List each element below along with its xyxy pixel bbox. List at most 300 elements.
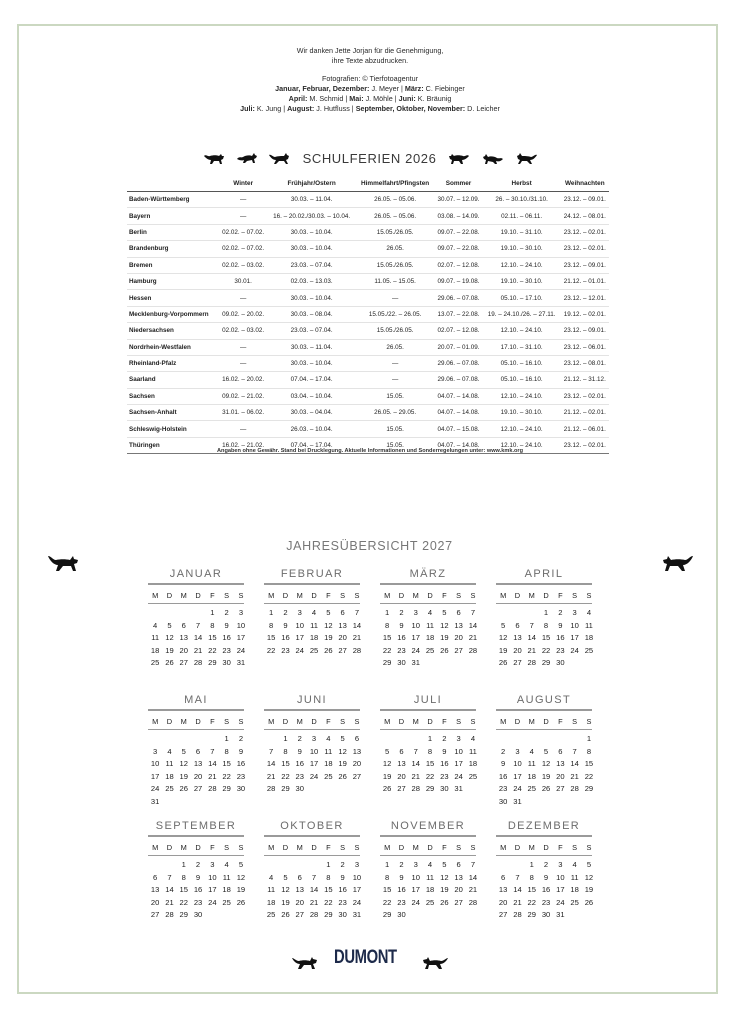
- day-cell: 14: [468, 872, 478, 882]
- day-cell: 18: [222, 885, 231, 895]
- day-cell: 3: [210, 860, 215, 869]
- month-name: DEZEMBER: [496, 820, 592, 837]
- day-cell: 19: [324, 633, 333, 643]
- credits-line-photographers-1: Januar, Februar, Dezember: J. Meyer | März: C. Fiebinger: [275, 84, 465, 93]
- day-cell: 20: [179, 645, 188, 655]
- table-row: [127, 323, 609, 339]
- day-cell: 9: [238, 746, 244, 756]
- day-cell: 2: [543, 860, 549, 869]
- day-cell: 27: [338, 645, 347, 655]
- weekday-label: M: [296, 843, 303, 852]
- day-cell: 27: [397, 784, 406, 794]
- holiday-cell: 23.12. – 02.01.: [561, 224, 609, 240]
- weekday-label: S: [572, 843, 578, 852]
- day-cell: 30: [541, 910, 551, 920]
- state-name-cell: Saarland: [127, 372, 219, 388]
- holiday-cell: 02.02. – 07.02.: [219, 224, 267, 240]
- weekday-header: [264, 843, 360, 856]
- day-cell: 29: [425, 784, 435, 794]
- day-cell: 24: [454, 771, 463, 781]
- day-cell: 22: [222, 771, 231, 781]
- day-cell: 25: [584, 645, 594, 655]
- weekday-label: M: [152, 591, 159, 600]
- weekday-label: D: [282, 843, 289, 852]
- holiday-cell: 07.04. – 17.04.: [267, 437, 356, 453]
- month-calendar: [380, 568, 476, 670]
- weekday-label: M: [296, 717, 303, 726]
- day-cell: 31: [556, 910, 565, 920]
- day-cell: 20: [498, 897, 508, 907]
- day-cell: 9: [442, 746, 447, 756]
- holiday-cell: 24.12. – 08.01.: [561, 208, 609, 224]
- state-name-cell: Bayern: [127, 208, 219, 224]
- day-cell: 5: [238, 860, 244, 869]
- day-cell: 20: [295, 897, 304, 907]
- day-cell: 11: [426, 620, 434, 630]
- holiday-cell: 16.02. – 21.02.: [219, 437, 267, 453]
- day-cell: 31: [513, 796, 522, 806]
- day-cell: 3: [238, 608, 244, 617]
- day-cell: 5: [181, 746, 186, 756]
- holiday-cell: 21.12. – 01.01.: [561, 273, 609, 289]
- day-cell: 14: [266, 759, 276, 769]
- day-cell: 4: [572, 860, 577, 869]
- day-cell: 27: [352, 771, 362, 781]
- state-name-cell: Brandenburg: [127, 241, 219, 257]
- holiday-cell: 19.10. – 30.10.: [483, 273, 561, 289]
- day-cell: 4: [326, 734, 331, 743]
- empty-day-cell: [525, 607, 539, 620]
- state-name-cell: Thüringen: [127, 437, 219, 453]
- holiday-cell: 09.07. – 22.08.: [434, 241, 482, 257]
- day-cell: 7: [195, 620, 201, 630]
- table-row: [127, 388, 609, 404]
- month-name: JANUAR: [148, 568, 244, 585]
- month-calendar: [264, 820, 360, 922]
- holiday-cell: —: [219, 290, 267, 306]
- day-cell: 6: [558, 746, 563, 756]
- day-cell: 30: [222, 658, 231, 668]
- cat-silhouette-icon: [47, 552, 81, 572]
- schulferien-title-row: [0, 149, 739, 169]
- weekday-label: M: [268, 843, 275, 852]
- holiday-cell: 04.07. – 15.08.: [434, 421, 482, 437]
- weekday-label: F: [442, 717, 447, 726]
- empty-day-cell: [148, 607, 162, 620]
- day-cell: 8: [385, 872, 390, 882]
- day-cell: 26: [338, 771, 347, 781]
- table-row: [127, 339, 609, 355]
- day-grid: [380, 733, 476, 796]
- weekday-header: [264, 591, 360, 604]
- day-cell: 15: [584, 759, 594, 769]
- day-cell: 9: [340, 872, 345, 882]
- day-cell: 17: [411, 885, 420, 895]
- weekday-label: M: [412, 717, 419, 726]
- table-row: [127, 405, 609, 421]
- state-name-cell: Niedersachsen: [127, 323, 219, 339]
- day-cell: 8: [586, 746, 592, 756]
- holiday-cell: 15.05./26.05.: [356, 323, 434, 339]
- month-name: AUGUST: [496, 694, 592, 711]
- empty-day-cell: [191, 607, 205, 620]
- weekday-label: S: [572, 717, 578, 726]
- day-cell: 23: [541, 897, 551, 907]
- day-cell: 6: [399, 746, 404, 756]
- day-cell: 9: [224, 620, 229, 630]
- credits-line-2: ihre Texte abzudrucken.: [331, 56, 409, 65]
- day-cell: 1: [586, 734, 592, 743]
- holiday-cell: 05.10. – 17.10.: [483, 290, 561, 306]
- weekday-label: M: [500, 843, 507, 852]
- weekday-label: F: [442, 591, 447, 600]
- day-cell: 11: [165, 759, 174, 769]
- day-cell: 31: [150, 796, 160, 806]
- day-cell: 1: [269, 608, 274, 617]
- holiday-cell: 23.03. – 07.04.: [267, 257, 356, 273]
- day-cell: 6: [153, 872, 158, 882]
- day-cell: 12: [179, 759, 188, 769]
- empty-day-cell: [148, 859, 162, 872]
- column-header: Herbst: [483, 176, 561, 192]
- day-cell: 13: [352, 746, 362, 756]
- weekday-label: F: [326, 591, 331, 600]
- day-cell: 23: [236, 771, 246, 781]
- day-cell: 15: [281, 759, 290, 769]
- weekday-header: [148, 843, 244, 856]
- holiday-cell: 21.12. – 02.01.: [561, 405, 609, 421]
- weekday-label: M: [268, 717, 275, 726]
- credits-line-photographers-3: Juli: K. Jung | August: J. Hutfluss | September, Oktober, November: D. Leicher: [240, 104, 500, 113]
- day-cell: 14: [411, 759, 420, 769]
- weekday-label: M: [296, 591, 303, 600]
- column-header: [127, 176, 219, 192]
- day-cell: 20: [556, 771, 565, 781]
- empty-day-cell: [510, 607, 524, 620]
- day-cell: 14: [527, 633, 536, 643]
- day-cell: 8: [181, 872, 186, 882]
- day-cell: 2: [238, 734, 244, 743]
- empty-day-cell: [162, 733, 176, 746]
- cat-silhouette-icon: [482, 151, 504, 165]
- day-cell: 23: [498, 784, 508, 794]
- day-cell: 16: [556, 633, 565, 643]
- day-cell: 22: [382, 645, 392, 655]
- day-cell: 1: [385, 608, 390, 617]
- day-cell: 27: [295, 910, 304, 920]
- day-cell: 5: [326, 608, 331, 617]
- day-cell: 22: [541, 645, 551, 655]
- holiday-cell: 03.08. – 14.09.: [434, 208, 482, 224]
- weekday-label: D: [543, 591, 549, 600]
- day-cell: 24: [208, 897, 217, 907]
- day-cell: 13: [454, 872, 463, 882]
- day-cell: 13: [179, 633, 188, 643]
- day-cell: 9: [297, 746, 302, 756]
- day-cell: 19: [440, 885, 449, 895]
- empty-day-cell: [525, 733, 539, 746]
- weekday-label: D: [427, 591, 433, 600]
- day-cell: 24: [570, 645, 579, 655]
- day-cell: 1: [427, 734, 433, 743]
- day-cell: 26: [165, 658, 174, 668]
- weekday-label: D: [543, 843, 549, 852]
- day-cell: 6: [501, 872, 506, 882]
- day-cell: 29: [324, 910, 333, 920]
- day-cell: 22: [324, 897, 333, 907]
- day-cell: 25: [165, 784, 174, 794]
- day-grid: [264, 733, 360, 796]
- day-cell: 9: [399, 620, 404, 630]
- day-cell: 11: [324, 746, 333, 756]
- weekday-label: F: [326, 843, 331, 852]
- empty-day-cell: [496, 607, 510, 620]
- holiday-cell: 15.05.: [356, 437, 434, 453]
- day-cell: 25: [324, 771, 333, 781]
- empty-day-cell: [553, 733, 567, 746]
- day-cell: 24: [295, 645, 304, 655]
- holiday-cell: 17.10. – 31.10.: [483, 339, 561, 355]
- holiday-cell: 19.12. – 02.01.: [561, 306, 609, 322]
- day-cell: 30: [193, 910, 203, 920]
- day-cell: 28: [468, 897, 478, 907]
- empty-day-cell: [205, 733, 219, 746]
- day-cell: 20: [338, 633, 347, 643]
- day-cell: 24: [352, 897, 362, 907]
- day-cell: 27: [193, 784, 203, 794]
- weekday-label: D: [398, 717, 405, 726]
- holiday-cell: 26.05.: [356, 339, 434, 355]
- holiday-cell: —: [356, 355, 434, 371]
- day-cell: 11: [426, 872, 434, 882]
- day-cell: 3: [515, 746, 520, 756]
- weekday-label: F: [210, 843, 215, 852]
- table-row: [127, 257, 609, 273]
- weekday-label: S: [224, 591, 230, 600]
- weekday-label: D: [514, 717, 521, 726]
- day-cell: 19: [498, 645, 508, 655]
- day-cell: 27: [498, 910, 508, 920]
- month-name: MÄRZ: [380, 568, 476, 585]
- state-name-cell: Mecklenburg-Vorpommern: [127, 306, 219, 322]
- weekday-label: S: [586, 591, 592, 600]
- weekday-label: S: [470, 591, 476, 600]
- day-cell: 17: [570, 633, 579, 643]
- day-cell: 28: [266, 784, 276, 794]
- day-cell: 4: [224, 860, 229, 869]
- column-header: Winter: [219, 176, 267, 192]
- weekday-label: F: [210, 717, 215, 726]
- day-cell: 2: [558, 608, 563, 617]
- weekday-label: M: [384, 843, 391, 852]
- holiday-cell: 26.05. – 05.06.: [356, 208, 434, 224]
- day-grid: [148, 733, 244, 809]
- table-row: [127, 208, 609, 224]
- weekday-label: S: [354, 591, 360, 600]
- day-cell: 21: [208, 771, 217, 781]
- cat-silhouette-icon: [448, 151, 470, 165]
- holiday-cell: 16. – 20.02./30.03. – 10.04.: [267, 208, 356, 224]
- day-cell: 15: [179, 885, 188, 895]
- day-cell: 22: [281, 771, 290, 781]
- day-cell: 5: [501, 620, 506, 630]
- day-cell: 30: [295, 784, 304, 794]
- day-cell: 29: [222, 784, 231, 794]
- day-cell: 30: [397, 910, 406, 920]
- day-cell: 18: [584, 633, 594, 643]
- day-cell: 16: [440, 759, 449, 769]
- day-cell: 12: [338, 746, 347, 756]
- holiday-cell: 30.03. – 11.04.: [267, 192, 356, 208]
- empty-day-cell: [307, 859, 321, 872]
- month-calendar: [496, 694, 592, 809]
- day-cell: 28: [309, 910, 319, 920]
- day-cell: 5: [283, 872, 288, 882]
- day-cell: 22: [425, 771, 435, 781]
- day-cell: 10: [352, 872, 362, 882]
- day-cell: 25: [425, 897, 435, 907]
- day-grid: [380, 859, 476, 922]
- day-cell: 9: [501, 759, 506, 769]
- day-cell: 23: [397, 897, 406, 907]
- day-cell: 30: [556, 658, 565, 668]
- day-cell: 6: [456, 608, 461, 617]
- day-cell: 10: [411, 872, 420, 882]
- holiday-cell: 13.07. – 22.08.: [434, 306, 482, 322]
- day-cell: 27: [454, 645, 463, 655]
- day-cell: 24: [150, 784, 160, 794]
- day-cell: 15: [324, 885, 333, 895]
- holiday-cell: 05.10. – 16.10.: [483, 372, 561, 388]
- state-name-cell: Sachsen-Anhalt: [127, 405, 219, 421]
- holiday-cell: 02.11. – 06.11.: [483, 208, 561, 224]
- holiday-cell: 15.05.: [356, 388, 434, 404]
- day-grid: [148, 607, 244, 670]
- day-cell: 11: [584, 620, 593, 630]
- day-cell: 9: [558, 620, 563, 630]
- day-cell: 9: [195, 872, 201, 882]
- holiday-cell: —: [219, 192, 267, 208]
- month-name: JUNI: [264, 694, 360, 711]
- day-cell: 24: [513, 784, 522, 794]
- day-cell: 3: [354, 860, 360, 869]
- day-cell: 14: [309, 885, 319, 895]
- day-cell: 20: [352, 759, 362, 769]
- day-cell: 10: [150, 759, 160, 769]
- holiday-cell: 23.12. – 02.01.: [561, 388, 609, 404]
- weekday-header: [496, 717, 592, 730]
- credits: [120, 46, 620, 114]
- day-cell: 22: [382, 897, 392, 907]
- month-name: APRIL: [496, 568, 592, 585]
- day-cell: 12: [440, 872, 449, 882]
- day-cell: 13: [454, 620, 463, 630]
- day-cell: 22: [208, 645, 217, 655]
- day-cell: 12: [440, 620, 449, 630]
- day-cell: 17: [411, 633, 420, 643]
- day-cell: 10: [513, 759, 522, 769]
- day-cell: 14: [352, 620, 362, 630]
- empty-day-cell: [409, 733, 423, 746]
- day-cell: 3: [456, 734, 461, 743]
- day-cell: 21: [570, 771, 579, 781]
- day-cell: 16: [338, 885, 347, 895]
- holiday-cell: 30.01.: [219, 273, 267, 289]
- day-cell: 30: [498, 796, 508, 806]
- day-cell: 26: [179, 784, 188, 794]
- weekday-header: [380, 717, 476, 730]
- day-cell: 29: [382, 658, 392, 668]
- day-cell: 23: [222, 645, 231, 655]
- day-cell: 10: [208, 872, 217, 882]
- day-cell: 6: [515, 620, 520, 630]
- table-header-row: [127, 176, 609, 192]
- day-cell: 21: [468, 885, 478, 895]
- weekday-label: S: [456, 591, 462, 600]
- day-cell: 13: [498, 885, 508, 895]
- day-cell: 16: [236, 759, 246, 769]
- holiday-cell: 15.05.: [356, 421, 434, 437]
- credits-photo-label: Fotografien: © Tierfotoagentur: [322, 74, 418, 83]
- weekday-header: [380, 591, 476, 604]
- day-cell: 21: [411, 771, 420, 781]
- day-cell: 1: [326, 860, 331, 869]
- month-calendar: [496, 568, 592, 670]
- table-row: [127, 372, 609, 388]
- day-cell: 25: [570, 897, 579, 907]
- day-cell: 25: [222, 897, 231, 907]
- day-cell: 16: [281, 633, 290, 643]
- day-cell: 27: [454, 897, 463, 907]
- day-cell: 25: [425, 645, 435, 655]
- weekday-label: D: [195, 717, 201, 726]
- day-cell: 13: [513, 633, 522, 643]
- day-cell: 24: [236, 645, 246, 655]
- day-cell: 8: [427, 746, 433, 756]
- day-cell: 24: [411, 645, 420, 655]
- weekday-label: D: [195, 591, 201, 600]
- day-cell: 28: [513, 910, 522, 920]
- day-cell: 12: [541, 759, 551, 769]
- day-cell: 3: [572, 608, 577, 617]
- day-cell: 8: [326, 872, 331, 882]
- weekday-label: M: [180, 717, 187, 726]
- month-name: OKTOBER: [264, 820, 360, 837]
- day-cell: 4: [427, 860, 433, 869]
- holiday-cell: 23.12. – 08.01.: [561, 355, 609, 371]
- holiday-cell: 02.02. – 03.02.: [219, 323, 267, 339]
- day-cell: 5: [340, 734, 345, 743]
- weekday-label: S: [340, 591, 346, 600]
- disclaimer-note: Angaben ohne Gewähr. Stand bei Drucklegung. Aktuelle Informationen und Sonderregelungen unter: www.kmk.org: [216, 448, 524, 454]
- day-cell: 20: [454, 633, 463, 643]
- day-cell: 31: [411, 658, 420, 668]
- day-cell: 23: [397, 645, 406, 655]
- day-cell: 28: [165, 910, 174, 920]
- holiday-cell: 30.03. – 10.04.: [267, 290, 356, 306]
- holiday-cell: 23.12. – 09.01.: [561, 257, 609, 273]
- table-row: [127, 421, 609, 437]
- day-cell: 28: [193, 658, 203, 668]
- day-cell: 10: [309, 746, 319, 756]
- holiday-cell: 09.07. – 22.08.: [434, 224, 482, 240]
- day-grid: [264, 859, 360, 922]
- day-grid: [496, 607, 592, 670]
- holiday-cell: 12.10. – 24.10.: [483, 388, 561, 404]
- weekday-label: F: [558, 591, 563, 600]
- day-cell: 7: [354, 608, 360, 617]
- day-cell: 28: [411, 784, 420, 794]
